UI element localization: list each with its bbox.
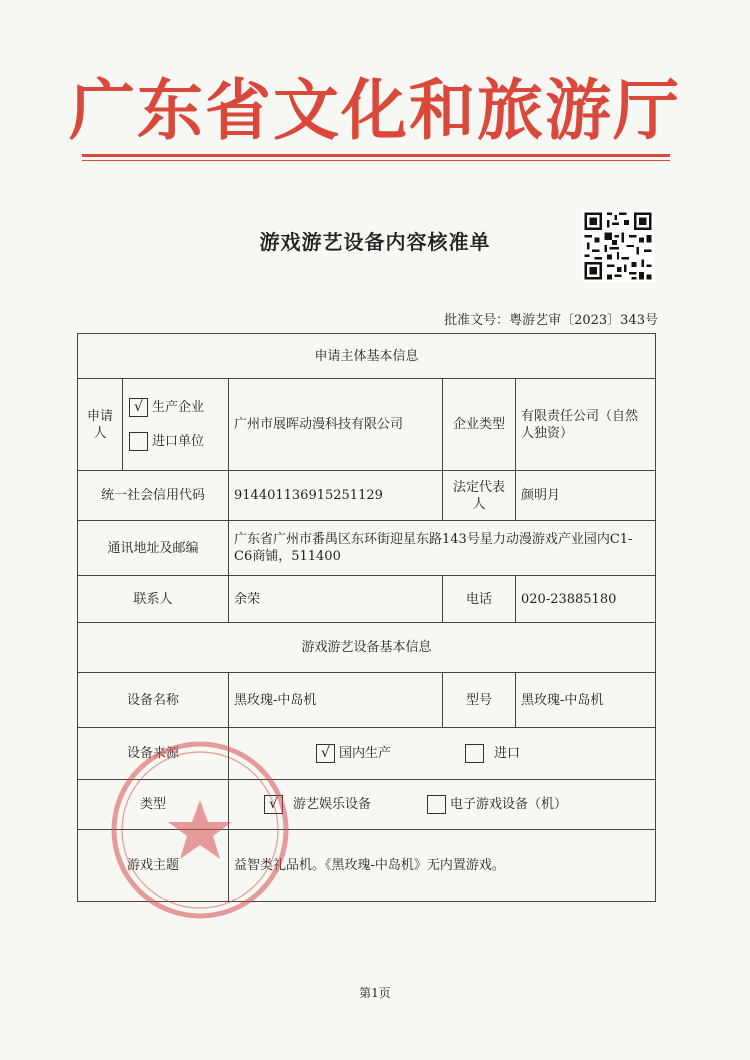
approval-number bbox=[444, 312, 658, 330]
device-name: 黑玫瑰-中岛机 bbox=[229, 673, 443, 728]
header-rule-thick bbox=[82, 154, 670, 157]
approval-number-label: 批准文号： bbox=[444, 313, 510, 328]
company-type-label: 企业类型 bbox=[443, 379, 516, 471]
applicant-type-options bbox=[123, 379, 229, 471]
contact-label: 联系人 bbox=[78, 576, 229, 623]
address: 广东省广州市番禺区东环街迎星东路143号星力动漫游戏产业园内C1-C6商铺，511400 bbox=[229, 521, 656, 576]
device-model: 黑玫瑰-中岛机 bbox=[516, 673, 656, 728]
credit-code: 914401136915251129 bbox=[229, 471, 443, 521]
importer-label: 进口单位 bbox=[152, 434, 205, 449]
device-section-heading: 游戏游艺设备基本信息 bbox=[78, 623, 656, 673]
amusement-label: 游艺娱乐设备 bbox=[293, 797, 372, 812]
applicant-label: 申请人 bbox=[78, 379, 123, 471]
importer-checkbox[interactable] bbox=[129, 432, 148, 451]
official-seal-icon bbox=[108, 738, 292, 922]
option-importer[interactable] bbox=[129, 429, 223, 455]
contact: 余荣 bbox=[229, 576, 443, 623]
electronic-label: 电子游戏设备（机） bbox=[450, 797, 568, 812]
amusement-checkbox[interactable]: √ bbox=[264, 795, 283, 814]
option-producer[interactable] bbox=[129, 395, 223, 421]
game-theme: 益智类礼品机。《黑玫瑰-中岛机》无内置游戏。 bbox=[229, 830, 656, 902]
page-number: 第1页 bbox=[359, 986, 391, 1000]
producer-checkbox[interactable]: √ bbox=[129, 398, 148, 417]
import-checkbox[interactable] bbox=[465, 744, 484, 763]
import-label: 进口 bbox=[494, 746, 521, 761]
issuing-authority-title: 广东省文化和旅游厅 bbox=[69, 71, 681, 149]
device-name-label: 设备名称 bbox=[78, 673, 229, 728]
document-title: 游戏游艺设备内容核准单 bbox=[259, 230, 491, 254]
electronic-checkbox[interactable] bbox=[427, 795, 446, 814]
approval-number-value: 粤游艺审〔2023〕343号 bbox=[509, 313, 658, 328]
legal-rep: 颜明月 bbox=[516, 471, 656, 521]
producer-label: 生产企业 bbox=[152, 400, 205, 415]
company-type: 有限责任公司（自然人独资） bbox=[516, 379, 656, 471]
address-label: 通讯地址及邮编 bbox=[78, 521, 229, 576]
company-name: 广州市展晖动漫科技有限公司 bbox=[229, 379, 443, 471]
device-type-label: 类型 bbox=[78, 780, 229, 830]
phone-label: 电话 bbox=[443, 576, 516, 623]
domestic-label: 国内生产 bbox=[339, 746, 392, 761]
domestic-checkbox[interactable]: √ bbox=[316, 744, 335, 763]
device-source-options bbox=[229, 728, 656, 780]
header-rule-thin bbox=[82, 160, 670, 161]
applicant-section-heading: 申请主体基本信息 bbox=[78, 334, 656, 379]
device-type-options bbox=[229, 780, 656, 830]
phone: 020-23885180 bbox=[516, 576, 656, 623]
legal-rep-label: 法定代表人 bbox=[443, 471, 516, 521]
device-source-label: 设备来源 bbox=[78, 728, 229, 780]
game-theme-label: 游戏主题 bbox=[78, 830, 229, 902]
qr-code-icon bbox=[582, 210, 654, 282]
device-model-label: 型号 bbox=[443, 673, 516, 728]
credit-code-label: 统一社会信用代码 bbox=[78, 471, 229, 521]
